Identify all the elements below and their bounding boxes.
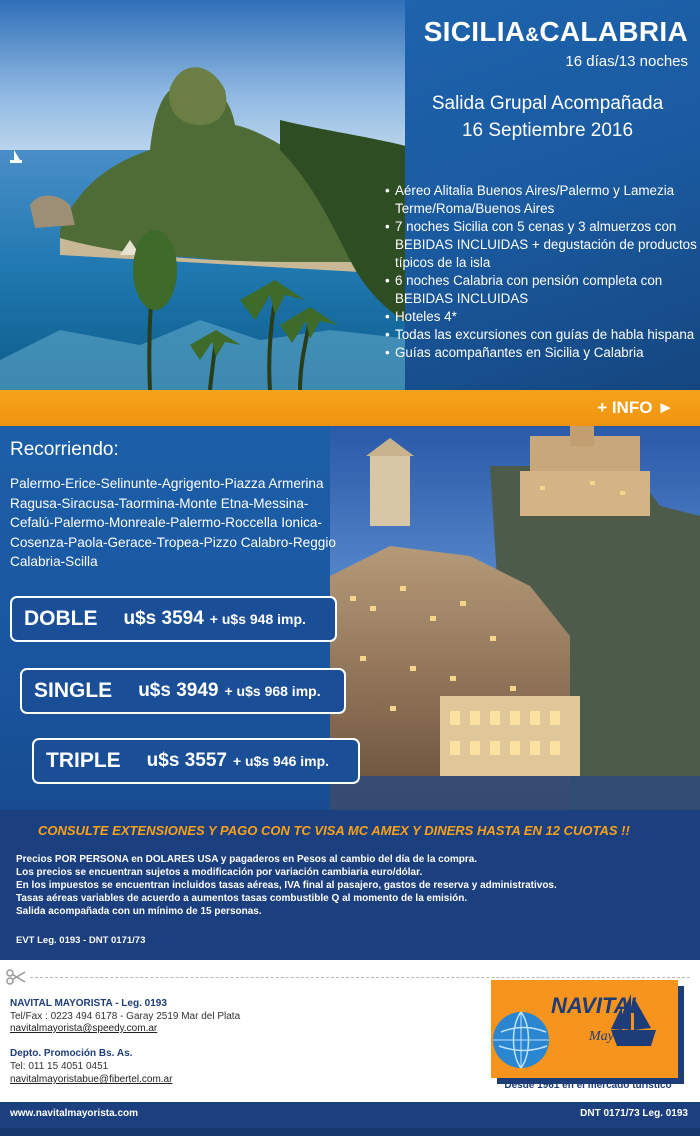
title-ampersand: & — [525, 25, 540, 46]
departure-date: 16 Septiembre 2016 — [461, 120, 634, 141]
footer-legal: DNT 0171/73 Leg. 0193 — [580, 1108, 688, 1119]
cut-line-divider — [30, 977, 690, 978]
payment-headline: CONSULTE EXTENSIONES Y PAGO CON TC VISA MC AMEX Y DINERS HASTA EN 12 CUOTAS !! — [38, 823, 630, 838]
trip-title — [424, 16, 688, 48]
branch-phone: Tel: 011 15 4051 0451 — [10, 1061, 109, 1072]
includes-item: • Aéreo Alitalia Buenos Aires/Palermo y Lamezia Terme/Roma/Buenos Aires — [385, 182, 697, 218]
departure-type: Salida Grupal Acompañada — [431, 93, 664, 114]
scilla-night-photo — [330, 426, 700, 810]
includes-item: • Hoteles 4* — [385, 308, 697, 326]
title-part2: CALABRIA — [539, 16, 688, 47]
includes-item: • Todas las excursiones con guías de habla hispana — [385, 326, 697, 344]
logo-script: Mayorista — [589, 1029, 647, 1044]
legal-registration: EVT Leg. 0193 - DNT 0171/73 — [16, 935, 146, 946]
condition-line: Los precios se encuentran sujetos a modificación por variación cambiaria euro/dólar. — [16, 867, 423, 878]
room-type-label: DOBLE — [24, 607, 98, 630]
route-heading: Recorriendo: — [10, 439, 119, 460]
branch-email-link[interactable]: navitalmayoristabue@fibertel.com.ar — [10, 1074, 173, 1085]
company-name: NAVITAL MAYORISTA - Leg. 0193 — [10, 998, 167, 1009]
company-email-link[interactable]: navitalmayorista@speedy.com.ar — [10, 1023, 158, 1034]
hero-section — [0, 0, 700, 390]
price-tax: + u$s 968 imp. — [224, 683, 321, 699]
branch-name: Depto. Promoción Bs. As. — [10, 1048, 133, 1059]
company-phone-address: Tel/Fax : 0223 494 6178 - Garay 2519 Mar del Plata — [10, 1011, 241, 1022]
navital-logo — [491, 980, 684, 1084]
price-amount: u$s 3594 — [123, 608, 204, 629]
price-triple — [32, 738, 360, 784]
price-amount: u$s 3949 — [138, 680, 219, 701]
website-link[interactable]: www.navitalmayorista.com — [10, 1108, 139, 1119]
condition-line: Precios POR PERSONA en DOLARES USA y pagaderos en Pesos al cambio del día de la compra. — [16, 854, 478, 865]
scissors-icon — [6, 967, 26, 987]
price-tax: + u$s 946 imp. — [232, 753, 330, 769]
trip-duration: 16 días/13 noches — [565, 53, 688, 70]
room-type-label: SINGLE — [34, 679, 113, 702]
footer-strip — [0, 1128, 700, 1136]
conditions-section — [0, 810, 700, 960]
includes-list — [385, 182, 697, 362]
room-type-label: TRIPLE — [46, 749, 121, 772]
includes-item: • 7 noches Sicilia con 5 cenas y 3 almuerzos con BEBIDAS INCLUIDAS + degustación de productos típicos de la isla — [385, 218, 697, 272]
includes-item: • 6 noches Calabria con pensión completa con BEBIDAS INCLUIDAS — [385, 272, 697, 308]
more-info-link[interactable]: + INFO ► — [597, 398, 674, 417]
title-part1: SICILIA — [423, 16, 526, 47]
contact-section — [0, 960, 700, 1102]
route-section — [0, 426, 700, 810]
price-amount: u$s 3557 — [146, 750, 227, 771]
info-bar — [0, 390, 700, 426]
price-single — [20, 668, 346, 714]
price-tax: + u$s 948 imp. — [209, 611, 306, 627]
includes-item: • Guías acompañantes en Sicilia y Calabria — [385, 344, 697, 362]
isola-bella-photo — [0, 0, 420, 390]
condition-line: Salida acompañada con un mínimo de 15 personas. — [16, 906, 262, 917]
price-doble — [10, 596, 337, 642]
footer-bar — [0, 1102, 700, 1136]
condition-line: En los impuestos se encuentran incluidos tasas aéreas, IVA final al pasajero, gastos de reserva y administrativos. — [16, 880, 557, 891]
logo-wordmark: NAVITAL — [551, 993, 644, 1018]
condition-line: Tasas aéreas variables de acuerdo a aumentos tasas combustible Q al momento de la emisión. — [16, 893, 468, 904]
logo-tagline: Desde 1961 en el mercado turístico — [504, 1080, 672, 1091]
route-itinerary: Palermo-Erice-Selinunte-Agrigento-Piazza Armerina Ragusa-Siracusa-Taormina-Monte Etna-Messina-Cefalú-Palermo-Monreale-Palermo-Roccella Ionica-Cosenza-Paola-Gerace-Tropea-Pizzo Calabro-Reggio Calabria-Scilla — [10, 476, 336, 569]
